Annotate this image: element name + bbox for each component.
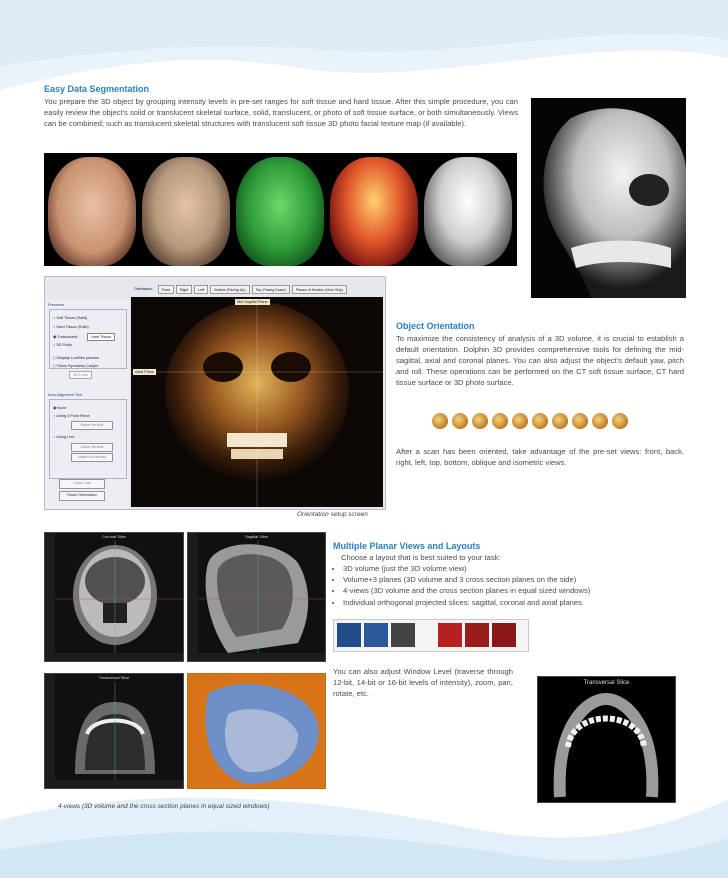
orientation-tabs-label: Orientation: (134, 287, 153, 291)
view-isometric2-icon[interactable] (612, 413, 628, 429)
option-soft-tissue-label: Soft Tissue (Solid) (56, 316, 88, 320)
align-3-point-label: Using 3 Point Plane (56, 414, 90, 418)
layout-toolbar (333, 619, 529, 652)
orientation-tabs (131, 285, 347, 294)
view-back-icon[interactable] (452, 413, 468, 429)
layout-volume-3-planes-icon[interactable] (364, 623, 388, 647)
option-hard-tissue[interactable]: ○ Hard Tissue (Solid) (53, 325, 89, 329)
auto-alignment-group (49, 399, 127, 479)
option-3d-photo[interactable]: ○ 3D Photo (53, 343, 73, 347)
axial-plane-tag: Axial Plane (135, 370, 154, 374)
3d-volume-viewer[interactable] (131, 297, 383, 507)
option-soft-tissue[interactable]: ○ Soft Tissue (Solid) (53, 316, 88, 320)
option-hard-tissue-label: Hard Tissue (Solid) (56, 325, 89, 329)
checkbox-lowres-label: Display LowRes preview (57, 356, 99, 360)
undo-last-button[interactable]: Undo Last (59, 479, 105, 489)
layout-axial-icon[interactable] (492, 623, 516, 647)
segmentation-body: You prepare the 3D object by grouping intensity levels in pre-set ranges for soft tissue and hard tissue. After this simple procedure, you can easily review the object's solid or translucent skeletal surface, solid, translucent, or photo of soft tissue surface, or both simultaneously. Views can be combined; such as translucent skeletal structures with translucent soft tissue 3D photo facial texture map (if available). (44, 97, 518, 128)
sagittal-slice-title: Sagittal Slice (244, 534, 269, 539)
coronal-slice-view[interactable] (44, 532, 184, 662)
checkbox-symmetry-label: Show Symmetry Caliper (57, 364, 99, 368)
planar-title: Multiple Planar Views and Layouts (333, 541, 481, 551)
sagittal-slice-view[interactable] (187, 532, 326, 662)
tab-planes-of-section[interactable]: Planes of Section (View Only) (292, 285, 347, 294)
option-translucent-label: Translucent: (57, 335, 79, 339)
planar-layout-list (333, 563, 703, 608)
orientation-caption: Orientation setup screen (297, 511, 368, 518)
layout-3d-volume-icon[interactable] (337, 623, 361, 647)
view-oblique-icon[interactable] (552, 413, 568, 429)
tab-right[interactable]: Right (176, 285, 192, 294)
checkbox-symmetry[interactable]: ☐ Show Symmetry Caliper (53, 364, 99, 368)
orientation-title: Object Orientation (396, 321, 475, 331)
orientation-preset-text: After a scan has been oriented, take advantage of the pre-set views: front, back, right, left, top, bottom, oblique and isometric views. (396, 447, 684, 467)
option-3d-photo-label: 3D Photo (56, 343, 73, 347)
orientation-setup-window (44, 276, 386, 510)
mid-sagittal-tag: Mid Sagittal Plane (237, 300, 268, 304)
layout-sagittal-icon[interactable] (438, 623, 462, 647)
make-vertical-line-button[interactable]: Make Vertical (71, 443, 113, 452)
translucent-select[interactable]: Hard Tissue (87, 333, 115, 341)
orientation-body: To maximize the consistency of analysis of a 3D volume, it is crucial to establish a default orientation. Dolphin 3D provides comprehensive tools for defining the mid-sagittal, axial and coronal planes. You can also adjust the object's default yaw, pitch and roll. These operations can be performed on the CT soft tissue surface, CT hard tissue surface or 3D photo surface. (396, 334, 684, 387)
transversal-large-title: Transversal Slice (583, 680, 630, 686)
reset-orientation-button[interactable]: Reset Orientation (59, 491, 105, 501)
checkbox-lowres[interactable]: ☐ Display LowRes preview (53, 356, 99, 360)
option-translucent[interactable]: ◉ Translucent: (53, 335, 79, 339)
settings-panel (45, 299, 129, 509)
caliper-field[interactable]: 16.0 mm (69, 371, 92, 379)
list-item: • Individual orthogonal projected slices: sagittal, coronal and axial planes (343, 597, 703, 608)
transversal-slice-large[interactable] (537, 676, 676, 803)
preset-view-icons (432, 413, 628, 429)
layout-coronal-icon[interactable] (465, 623, 489, 647)
list-item: • 3D volume (just the 3D volume view) (343, 563, 703, 574)
make-vertical-button[interactable]: Make Vertical (71, 421, 113, 430)
coronal-slice-title: Coronal Slice (102, 534, 126, 539)
segmentation-faces-image (44, 153, 517, 266)
tab-top[interactable]: Top (Facing Down) (252, 285, 290, 294)
skull-side-view-image (531, 98, 686, 298)
transversal-slice-view[interactable] (44, 673, 184, 789)
segmentation-title: Easy Data Segmentation (44, 84, 150, 94)
align-line[interactable]: ○ Using Line (53, 435, 75, 439)
view-left-icon[interactable] (492, 413, 508, 429)
planar-intro: Choose a layout that is best suited to your task: (341, 553, 501, 562)
auto-alignment-label: Auto-Alignment Tool (48, 393, 82, 397)
3d-volume-view[interactable] (187, 673, 326, 789)
list-item: • Volume+3 planes (3D volume and 3 cross section planes on the side) (343, 574, 703, 585)
layout-4-views-icon[interactable] (391, 623, 415, 647)
view-top-icon[interactable] (512, 413, 528, 429)
align-none-label: None (57, 406, 67, 410)
list-item: • 4-views (3D volume and the cross section planes in equal sized windows) (343, 585, 703, 596)
window-level-text: You can also adjust Window Level (traverse through 12-bit, 14-bit or 16-bit levels of intensity), zoom, pan, rotate, etc. (333, 667, 513, 698)
transversal-slice-title: Transversal Slice (98, 675, 130, 680)
view-oblique2-icon[interactable] (572, 413, 588, 429)
tab-bottom[interactable]: Bottom (Facing Up) (210, 285, 249, 294)
view-isometric-icon[interactable] (592, 413, 608, 429)
four-views-caption: 4-views (3D volume and the cross section planes in equal sized windows) (58, 803, 270, 810)
make-horizontal-button[interactable]: Make Horizontal (71, 453, 113, 462)
align-none[interactable]: ◉ None (53, 406, 67, 410)
presence-label: Presence (48, 303, 65, 307)
view-front-icon[interactable] (432, 413, 448, 429)
align-3-point[interactable]: ○ Using 3 Point Plane (53, 414, 90, 418)
tab-front[interactable]: Front (158, 285, 174, 294)
view-right-icon[interactable] (472, 413, 488, 429)
tab-left[interactable]: Left (194, 285, 208, 294)
view-bottom-icon[interactable] (532, 413, 548, 429)
align-line-label: Using Line (56, 435, 75, 439)
